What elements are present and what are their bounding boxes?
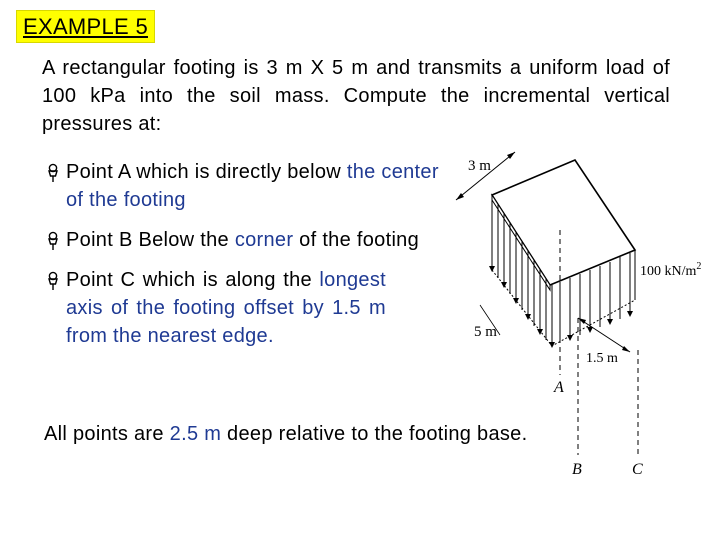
footing-diagram [420, 140, 705, 485]
offset-label: 1.5 m [586, 351, 618, 366]
problem-statement: A rectangular footing is 3 m X 5 m and transmits a uniform load of 100 kPa into the soil mass. Compute the incremental vertical pressures at: [42, 57, 670, 135]
depth-note-tail: deep relative to the footing base. [221, 423, 528, 445]
slide-title-box [16, 10, 155, 43]
pushpin-icon [44, 231, 62, 251]
point-c-label: C [632, 461, 643, 478]
bullet-point-a [44, 158, 446, 214]
bullet-list [44, 158, 439, 362]
slide-title: EXAMPLE 5 [23, 14, 148, 39]
point-b-label: B [572, 461, 582, 478]
point-a-label: A [554, 379, 564, 396]
pushpin-icon [44, 271, 62, 291]
pushpin-icon [44, 163, 62, 183]
bullet-highlight: corner [234, 229, 294, 251]
bullet-text: Point C which is along the [66, 269, 320, 291]
offset-dimension-line [578, 318, 630, 352]
depth-note-text: All points are [44, 423, 170, 445]
load-label: 100 $kN/m^2$ [640, 261, 702, 279]
bullet-point-c [44, 266, 386, 350]
footing-top-face [492, 160, 635, 285]
length-label: 5 m [474, 324, 497, 340]
width-label: 3 m [468, 158, 491, 174]
bullet-text: Point A which is directly below [66, 161, 347, 183]
bullet-text-tail: of the footing [293, 229, 420, 251]
bullet-text: Point B Below the [66, 229, 235, 251]
depth-value: 2.5 m [169, 423, 222, 445]
bullet-point-b [44, 226, 426, 254]
bullet-highlight: the center of the footing [66, 161, 439, 211]
bullet-highlight: longest axis of the footing offset by 1.5 m from the nearest edge. [66, 269, 386, 347]
